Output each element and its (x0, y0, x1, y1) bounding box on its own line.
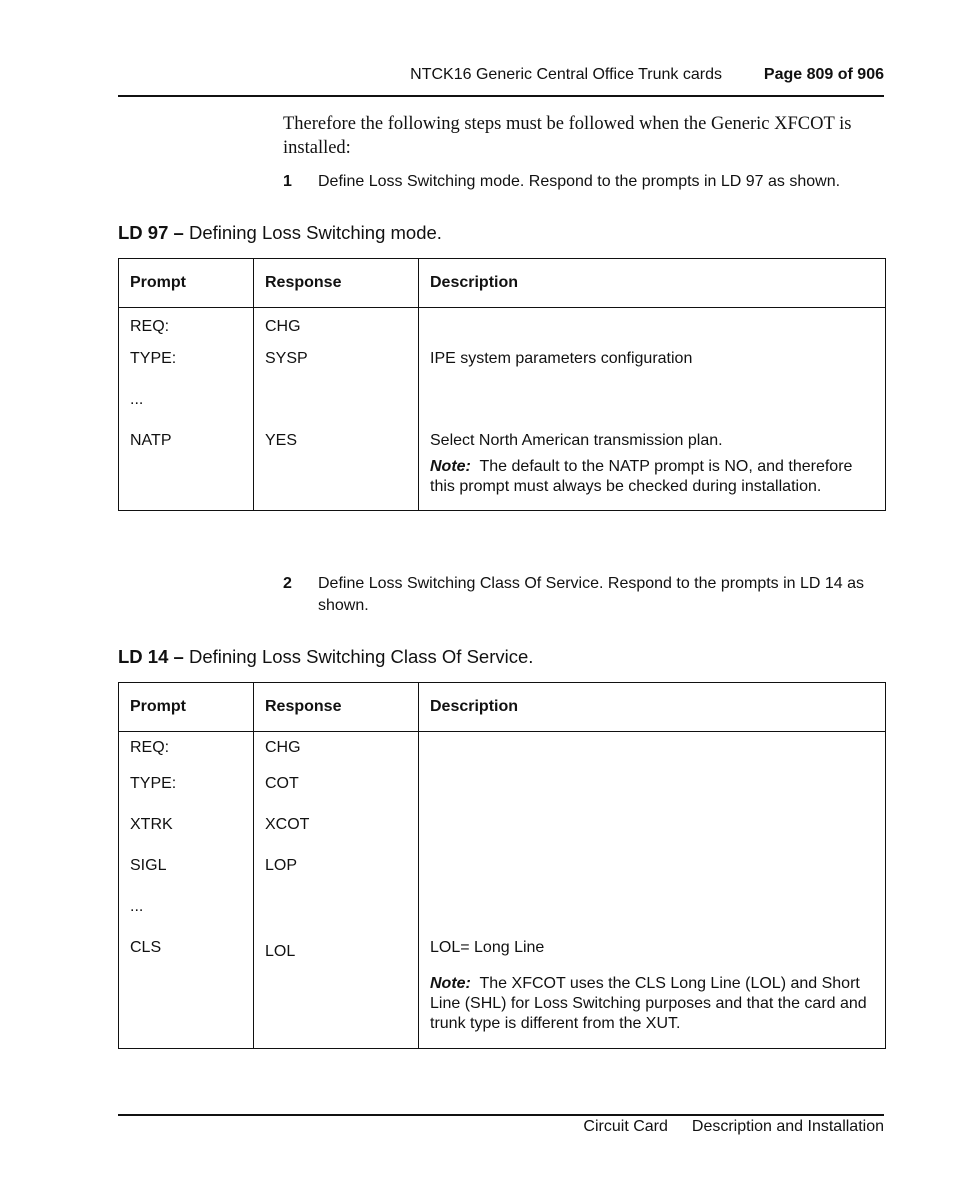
note (430, 974, 874, 1034)
prompt-cell: REQ: (119, 308, 254, 349)
table1-caption-text: Defining Loss Switching mode. (183, 222, 442, 243)
response-cell: CHG (254, 308, 419, 349)
description-cell (419, 815, 886, 856)
prompt-cell: ... (119, 897, 254, 938)
description-text: LOL= Long Line (430, 938, 545, 956)
column-header: Description (419, 683, 886, 732)
response-cell: CHG (254, 732, 419, 774)
prompt-cell: TYPE: (119, 774, 254, 815)
response-cell: COT (254, 774, 419, 815)
note-label: Note: (430, 457, 471, 475)
description-cell (419, 856, 886, 897)
step-number: 2 (283, 575, 292, 592)
footer-right-text: Description and Installation (691, 1118, 884, 1135)
table1-caption-bold: LD 97 – (118, 222, 184, 243)
prompt-cell: CLS (119, 938, 254, 1049)
description-cell (419, 732, 886, 774)
response-cell: YES (254, 431, 419, 511)
table-row (119, 815, 886, 856)
description-cell: IPE system parameters configuration (419, 349, 886, 390)
table-row (119, 774, 886, 815)
description-cell (419, 390, 886, 431)
footer-rule (118, 1114, 884, 1116)
prompt-cell: NATP (119, 431, 254, 511)
note-label: Note: (430, 974, 471, 992)
header-rule (118, 95, 884, 97)
table-row (119, 349, 886, 390)
prompt-cell: ... (119, 390, 254, 431)
table-row (119, 431, 886, 511)
response-cell: LOP (254, 856, 419, 897)
response-cell: LOL (254, 938, 419, 1049)
prompt-cell: TYPE: (119, 349, 254, 390)
response-cell: SYSP (254, 349, 419, 390)
table2-caption-text: Defining Loss Switching Class Of Service. (183, 646, 534, 667)
intro-paragraph: Therefore the following steps must be followed when the Generic XFCOT is installed: (283, 114, 852, 158)
prompt-cell: REQ: (119, 732, 254, 774)
prompt-cell: XTRK (119, 815, 254, 856)
table-row (119, 856, 886, 897)
column-header: Prompt (119, 683, 254, 732)
table-row (119, 308, 886, 349)
description-text: Select North American transmission plan. (430, 431, 723, 449)
table-row (119, 897, 886, 938)
response-cell (254, 390, 419, 431)
table-row (119, 390, 886, 431)
ld14-table (118, 682, 886, 1049)
note (430, 457, 874, 497)
column-header: Prompt (119, 259, 254, 308)
description-cell (419, 308, 886, 349)
description-cell (419, 431, 886, 511)
page-footer (583, 1118, 884, 1136)
footer-left-text: Circuit Card (583, 1118, 668, 1135)
description-cell (419, 774, 886, 815)
description-cell (419, 938, 886, 1049)
prompt-cell: SIGL (119, 856, 254, 897)
step-text: Define Loss Switching Class Of Service. Respond to the prompts in LD 14 as shown. (318, 575, 865, 614)
table2-caption (118, 646, 533, 668)
table-header-row (119, 683, 886, 732)
column-header: Response (254, 259, 419, 308)
page-header (118, 66, 884, 88)
description-cell (419, 897, 886, 938)
response-cell (254, 897, 419, 938)
table-row (119, 732, 886, 774)
ld97-table (118, 258, 886, 511)
step-number: 1 (283, 173, 292, 190)
column-header: Response (254, 683, 419, 732)
step-text: Define Loss Switching mode. Respond to the prompts in LD 97 as shown. (318, 173, 841, 190)
table2-caption-bold: LD 14 – (118, 646, 184, 667)
column-header: Description (419, 259, 886, 308)
response-cell: XCOT (254, 815, 419, 856)
table1-caption (118, 222, 442, 244)
table-row (119, 938, 886, 1049)
table-header-row (119, 259, 886, 308)
page-number: Page 809 of 906 (763, 66, 884, 83)
note-text: The XFCOT uses the CLS Long Line (LOL) and Short Line (SHL) for Loss Switching purposes and that the card and trunk type is different from the XUT. (430, 974, 867, 1032)
note-text: The default to the NATP prompt is NO, and therefore this prompt must always be checked during installation. (430, 457, 853, 495)
document-title: NTCK16 Generic Central Office Trunk cards (410, 66, 722, 83)
